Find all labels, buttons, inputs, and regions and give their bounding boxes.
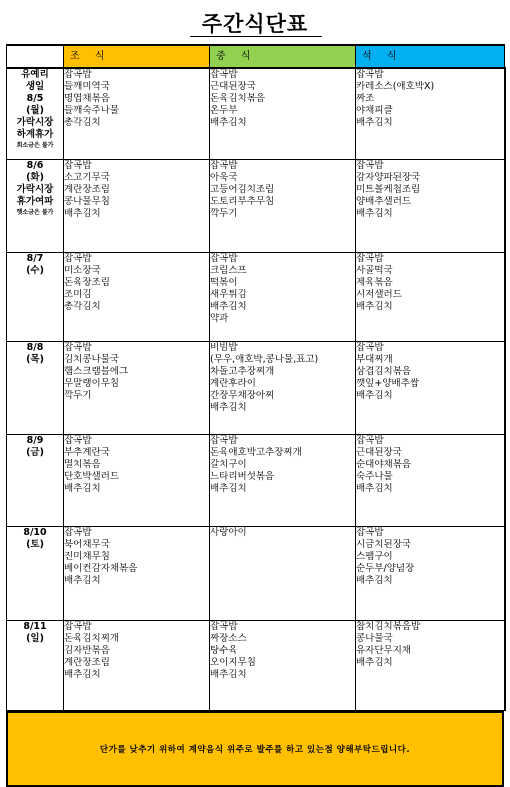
breakfast-cell [64, 435, 210, 527]
menu-item: 잡곡밥 [64, 160, 92, 171]
day-label-line: (월) [26, 105, 44, 116]
menu-item: 떡볶이 [210, 277, 238, 288]
menu-item: 새우튀김 [210, 289, 247, 300]
day-cell [7, 342, 64, 435]
menu-item: 잡곡밥 [356, 527, 384, 538]
menu-item: 잡곡밥 [210, 435, 238, 446]
menu-item: 북어채무국 [64, 539, 110, 550]
menu-item: 잡곡밥 [210, 69, 238, 80]
menu-item: 깻잎+양배추쌈 [356, 378, 420, 389]
menu-item: 배추김치 [210, 301, 247, 312]
day-label-line: (화) [26, 172, 44, 183]
lunch-cell [210, 435, 356, 527]
breakfast-cell [64, 527, 210, 621]
menu-item: 야채피클 [356, 105, 393, 116]
menu-item: 돈육애호박고추장찌개 [210, 447, 302, 458]
header-breakfast: 조 식 [64, 45, 210, 68]
menu-item: 배추김치 [210, 402, 247, 413]
lunch-cell [210, 253, 356, 342]
lunch-cell [210, 621, 356, 711]
day-note: 회소금은 불가 [16, 142, 54, 149]
day-cell [7, 435, 64, 527]
menu-item: 근대된장국 [356, 447, 402, 458]
menu-item: 배추김치 [356, 117, 393, 128]
menu-item: 소고기무국 [64, 172, 110, 183]
menu-item: 멸치볶음 [64, 459, 101, 470]
menu-item: 계란장조림 [64, 184, 110, 195]
breakfast-cell [64, 68, 210, 160]
menu-item: 명엽채볶음 [64, 93, 110, 104]
menu-item: 잡곡밥 [210, 160, 238, 171]
menu-item: 근대된장국 [210, 81, 256, 92]
menu-item: 느타리버섯볶음 [210, 471, 275, 482]
menu-item: 잡곡밥 [64, 435, 92, 446]
menu-item: 감자양파된장국 [356, 172, 421, 183]
menu-item: 잡곡밥 [64, 621, 92, 632]
menu-item: 배추김치 [356, 208, 393, 219]
notice-banner: 단가를 낮추기 위하여 계약음식 위주로 발주를 하고 있는점 양해부탁드립니다. [6, 711, 504, 787]
menu-item: 부대찌개 [356, 354, 393, 365]
day-cell [7, 527, 64, 621]
header-corner [7, 45, 64, 68]
menu-item: 탕수육 [210, 645, 238, 656]
menu-item: 배추김치 [210, 117, 247, 128]
menu-item: 크림스프 [210, 265, 247, 276]
menu-item: 배추김치 [356, 390, 393, 401]
menu-item: 잡곡밥 [356, 253, 384, 264]
dinner-cell [356, 621, 505, 711]
menu-item: 잡곡밥 [64, 342, 92, 353]
breakfast-cell [64, 160, 210, 253]
lunch-cell [210, 160, 356, 253]
menu-item: 배추김치 [356, 657, 393, 668]
menu-item: 제육볶음 [356, 277, 393, 288]
day-note: 햇소금은 불가 [16, 209, 54, 216]
table-row [7, 68, 505, 160]
menu-item: 배추김치 [64, 208, 101, 219]
menu-item: 단호박샐러드 [64, 471, 120, 482]
day-label-line: (목) [26, 354, 44, 365]
menu-item: 잡곡밥 [64, 69, 92, 80]
day-label-line: 8/6 [26, 160, 44, 171]
day-label-line: 8/5 [26, 93, 44, 104]
menu-item: 배추김치 [210, 483, 247, 494]
menu-item: 베이컨감자채볶음 [64, 563, 138, 574]
table-row [7, 160, 505, 253]
menu-item: 콩나물무침 [64, 196, 110, 207]
dinner-cell [356, 435, 505, 527]
menu-item: 배추김치 [64, 669, 101, 680]
menu-item: 미소장국 [64, 265, 101, 276]
menu-item: 잡곡밥 [210, 621, 238, 632]
day-label-line: 하계휴가 [16, 129, 54, 140]
page-title: 주간식단표 [201, 12, 309, 36]
menu-item: 들깨미역국 [64, 81, 110, 92]
day-cell [7, 160, 64, 253]
menu-item: 삼겹김치볶음 [356, 366, 412, 377]
day-label-line: (수) [26, 265, 44, 276]
menu-item: 총각김치 [64, 117, 101, 128]
menu-item: 오이지무침 [210, 657, 256, 668]
menu-item: 계란후라이 [210, 378, 256, 389]
menu-item: 순두부/양념장 [356, 563, 415, 574]
menu-item: 김치콩나물국 [64, 354, 120, 365]
menu-item: 사랑아이 [210, 527, 247, 538]
menu-item: 잡곡밥 [356, 435, 384, 446]
menu-item: 김자반볶음 [64, 645, 110, 656]
menu-item: 돈육김치볶음 [210, 93, 266, 104]
menu-item: 잡곡밥 [210, 253, 238, 264]
menu-item: 무말랭이무침 [64, 378, 120, 389]
menu-item: 배추김치 [64, 483, 101, 494]
breakfast-cell [64, 253, 210, 342]
day-label-line: (일) [26, 633, 44, 644]
menu-item: 스팸구이 [356, 551, 393, 562]
day-label-line: 가락시장 [16, 184, 54, 195]
menu-item: 미트볼케첩조림 [356, 184, 421, 195]
table-row [7, 435, 505, 527]
menu-item: 조미김 [64, 289, 92, 300]
header-row [7, 45, 505, 68]
menu-item: 양배추샐러드 [356, 196, 412, 207]
menu-item: 잡곡밥 [356, 69, 384, 80]
lunch-cell [210, 342, 356, 435]
day-label-line: 8/10 [23, 527, 47, 538]
menu-item: 시저샐러드 [356, 289, 402, 300]
menu-item: 고등어김치조림 [210, 184, 275, 195]
menu-item: 배추김치 [210, 669, 247, 680]
menu-item: 돈육김치찌개 [64, 633, 120, 644]
menu-item: 부추계란국 [64, 447, 110, 458]
day-label-line: 8/9 [26, 435, 44, 446]
day-label-line: 유예리 [21, 69, 49, 80]
menu-item: 차돌고추장찌개 [210, 366, 275, 377]
lunch-cell [210, 68, 356, 160]
weekly-menu-table [6, 44, 506, 711]
day-label-line: 휴가여파 [16, 196, 54, 207]
menu-item: 배추김치 [356, 301, 393, 312]
menu-item: 돈육장조림 [64, 277, 110, 288]
menu-item: 잡곡밥 [356, 160, 384, 171]
menu-item: 깍두기 [64, 390, 92, 401]
menu-item: 도토리부추무침 [210, 196, 275, 207]
day-label-line: (금) [26, 447, 44, 458]
menu-item: 계란장조림 [64, 657, 110, 668]
day-cell [7, 68, 64, 160]
day-label-line: 8/7 [26, 253, 44, 264]
menu-item: (무우,애호박,콩나물,표고) [210, 354, 319, 365]
day-label-line: 생일 [25, 81, 45, 92]
menu-item: 잡곡밥 [64, 253, 92, 264]
menu-item: 콩나물국 [356, 633, 393, 644]
menu-item: 햄스크램블에그 [64, 366, 129, 377]
menu-item: 총각김치 [64, 301, 101, 312]
dinner-cell [356, 68, 505, 160]
day-label-line: 8/11 [23, 621, 47, 632]
breakfast-cell [64, 342, 210, 435]
title-underline [190, 36, 322, 37]
menu-item: 배추김치 [356, 483, 393, 494]
dinner-cell [356, 160, 505, 253]
table-row [7, 527, 505, 621]
breakfast-cell [64, 621, 210, 711]
day-cell [7, 621, 64, 711]
menu-item: 배추김치 [356, 575, 393, 586]
menu-item: 잡곡밥 [356, 342, 384, 353]
dinner-cell [356, 342, 505, 435]
menu-item: 간장무채장아찌 [210, 390, 275, 401]
header-dinner: 석 식 [356, 45, 505, 68]
menu-item: 깍두기 [210, 208, 238, 219]
menu-item: 짜조 [356, 93, 375, 104]
header-lunch: 중 식 [210, 45, 356, 68]
menu-item: 배추김치 [64, 575, 101, 586]
menu-item: 짜장소스 [210, 633, 247, 644]
menu-item: 숙주나물 [356, 471, 393, 482]
menu-item: 약과 [210, 313, 229, 324]
menu-item: 진미채무침 [64, 551, 110, 562]
day-label-line: 가락시장 [16, 117, 54, 128]
menu-item: 순대야채볶음 [356, 459, 412, 470]
menu-item: 잡곡밥 [64, 527, 92, 538]
menu-item: 참치김치볶음밥 [356, 621, 421, 632]
dinner-cell [356, 253, 505, 342]
menu-item: 사골떡국 [356, 265, 393, 276]
day-label-line: (토) [26, 539, 44, 550]
menu-item: 유자단무지채 [356, 645, 412, 656]
menu-item: 아욱국 [210, 172, 238, 183]
day-cell [7, 253, 64, 342]
menu-item: 들깨숙주나물 [64, 105, 120, 116]
dinner-cell [356, 527, 505, 621]
table-row [7, 621, 505, 711]
menu-item: 갈치구이 [210, 459, 247, 470]
menu-item: 카레소스(애호박X) [356, 81, 435, 92]
menu-item: 시금치된장국 [356, 539, 412, 550]
table-row [7, 253, 505, 342]
table-row [7, 342, 505, 435]
menu-item: 온두부 [210, 105, 238, 116]
menu-item: 비빔밥 [210, 342, 238, 353]
day-label-line: 8/8 [26, 342, 44, 353]
lunch-cell [210, 527, 356, 621]
